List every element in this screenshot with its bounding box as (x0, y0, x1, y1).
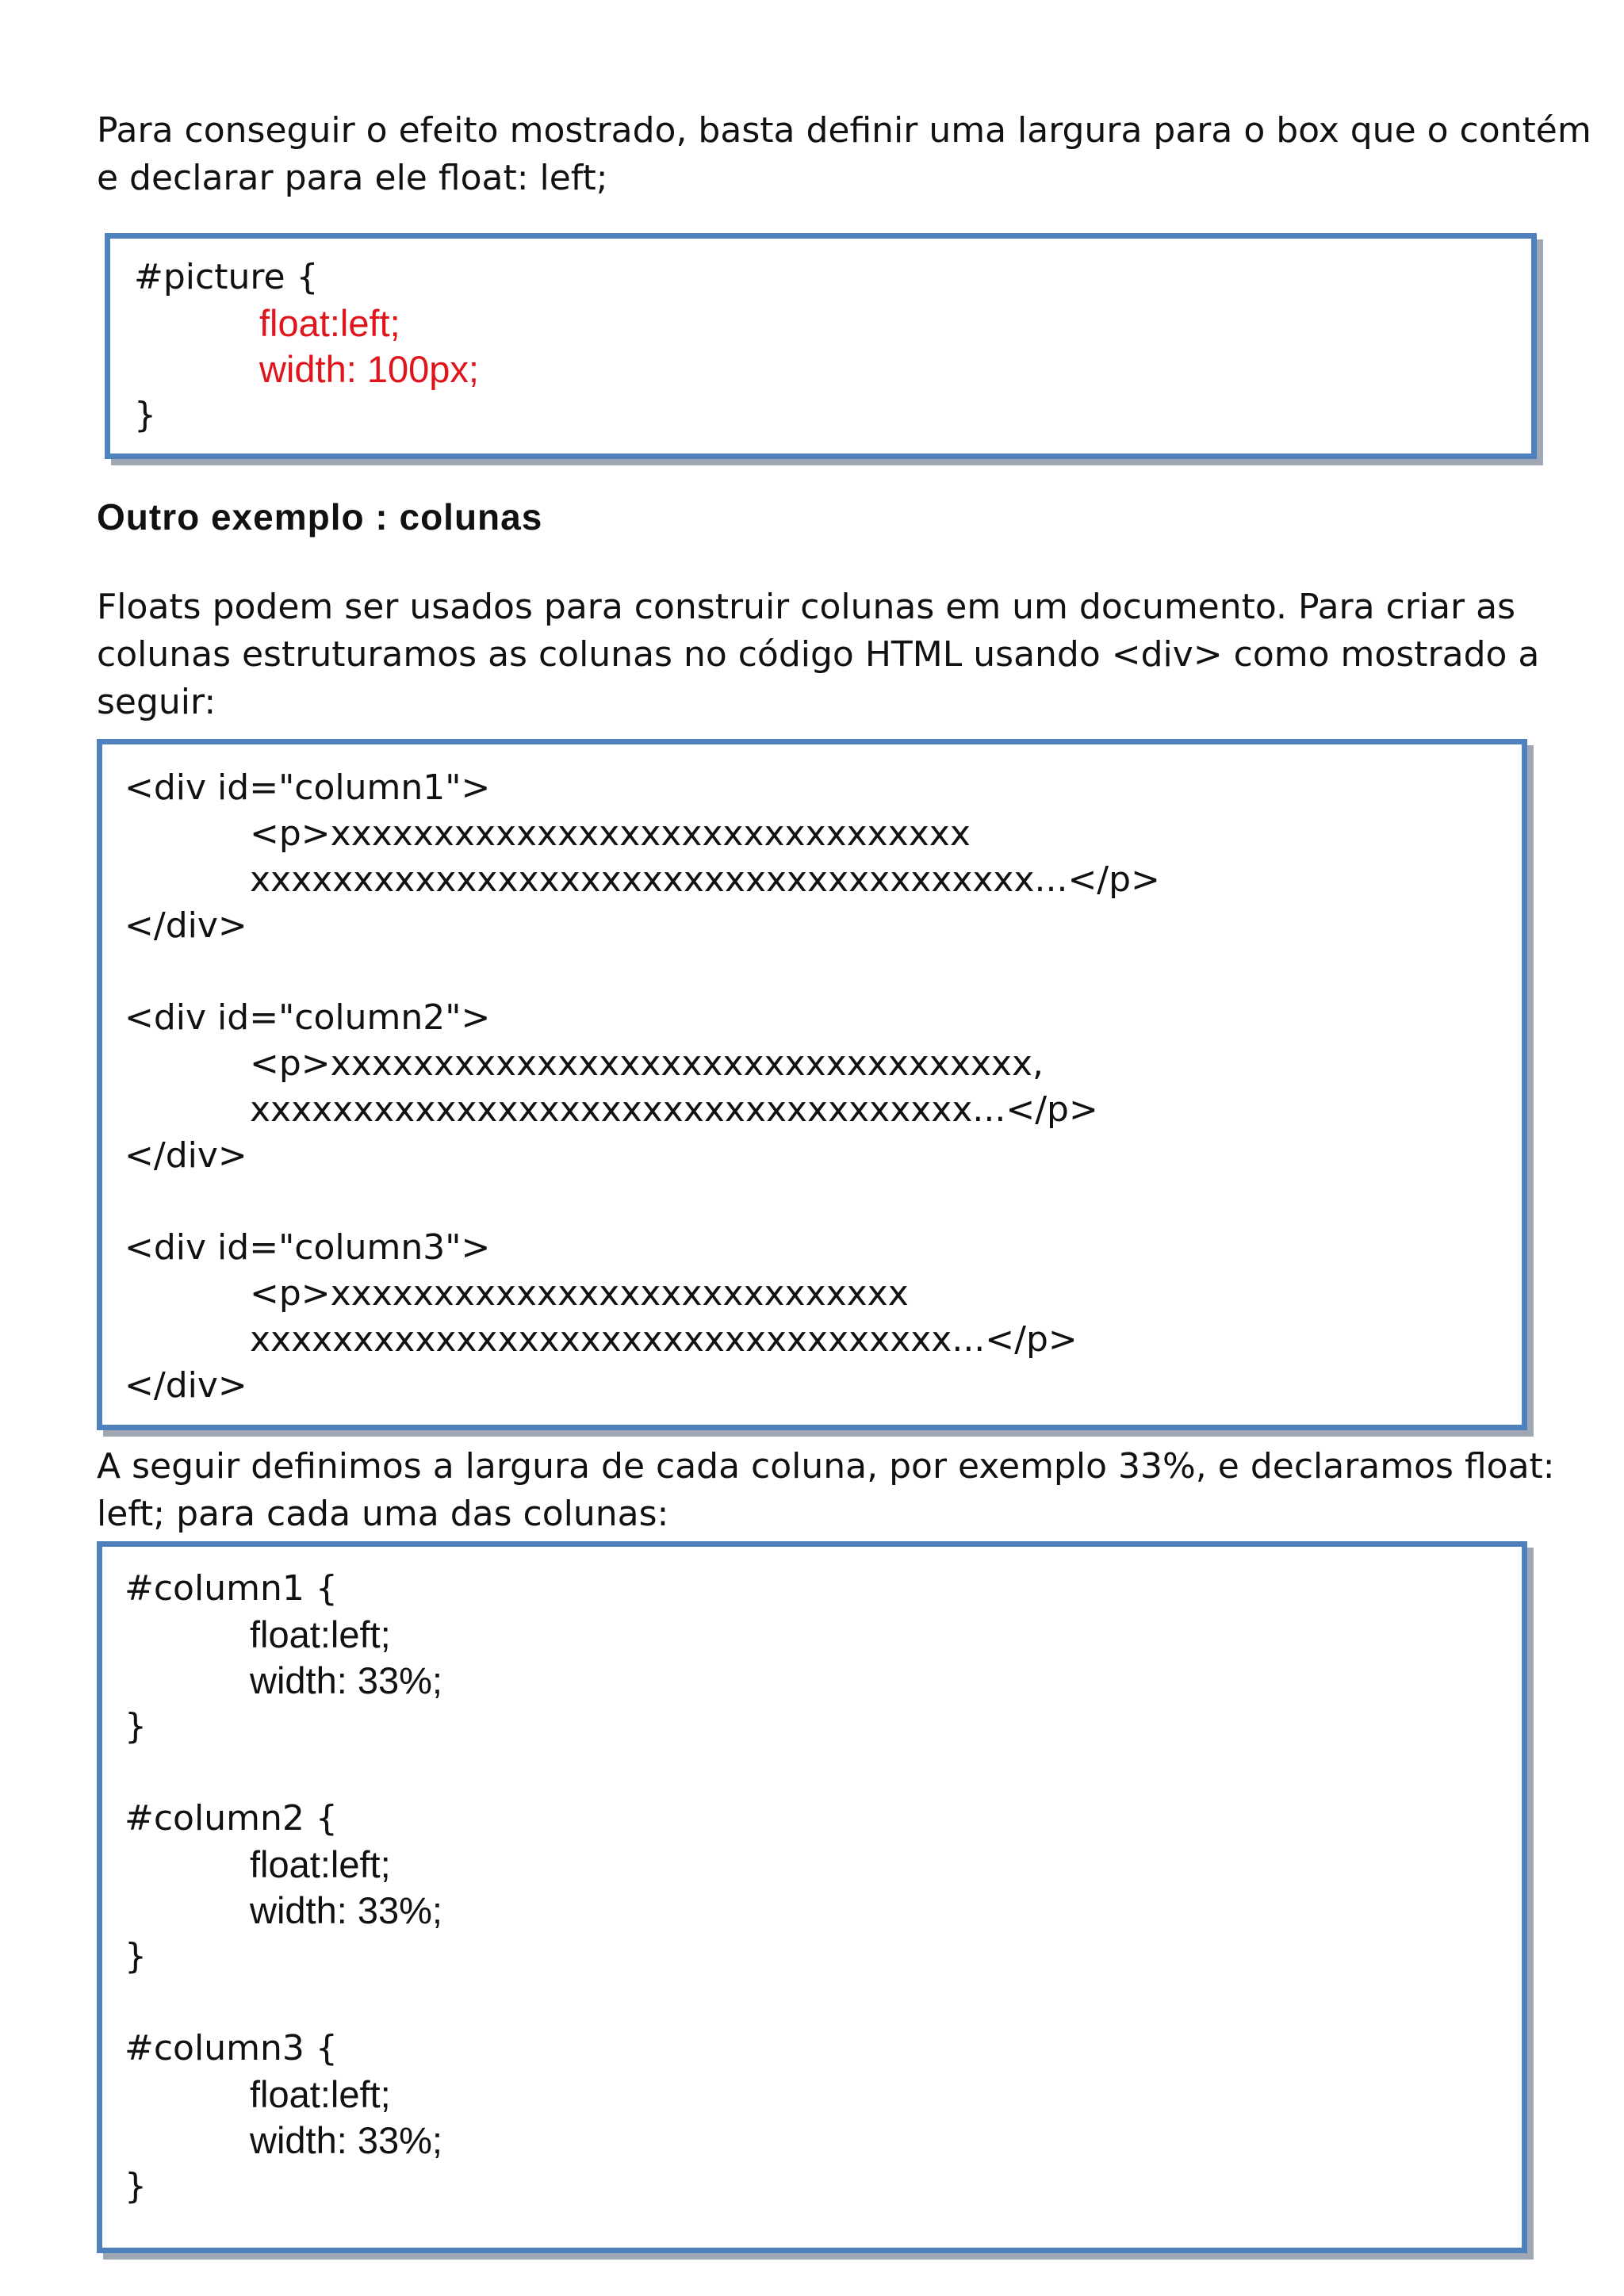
columns-line-1: A seguir definimos a largura de cada coluna, por exemplo 33%, e declaramos float: (97, 1446, 1555, 1487)
code-line-col1-width: width: 33%; (250, 1659, 442, 1701)
code-line-col3-width: width: 33%; (250, 2119, 442, 2161)
code-line-col2-p2: xxxxxxxxxxxxxxxxxxxxxxxxxxxxxxxxxxx...</p> (250, 1089, 1098, 1130)
code-line-col3-close: } (124, 2166, 147, 2206)
code-line-col1-p2: xxxxxxxxxxxxxxxxxxxxxxxxxxxxxxxxxxxxxx...</p> (250, 859, 1160, 900)
code-line-blank (124, 949, 1522, 995)
code-line-float: float:left; (259, 302, 400, 344)
code-line-col2-selector: #column2 { (124, 1798, 338, 1839)
code-picture (134, 254, 1531, 438)
columns-line-2: left; para cada uma das colunas: (97, 1494, 669, 1534)
code-line-col2-float: float:left; (250, 1843, 391, 1885)
code-line-selector: #picture { (134, 257, 319, 297)
code-line-width: width: 100px; (259, 348, 479, 390)
code-line-col1-close: } (124, 1706, 147, 1747)
code-line-col3-p1: <p>xxxxxxxxxxxxxxxxxxxxxxxxxxxx (250, 1273, 909, 1314)
code-line-blank (124, 1750, 1522, 1796)
code-box-css (97, 1541, 1527, 2253)
code-line-col3-close: </div> (124, 1365, 247, 1406)
code-line-col1-float: float:left; (250, 1613, 391, 1655)
code-line-col1-open: <div id="column1"> (124, 767, 491, 808)
intro-line-1: Para conseguir o efeito mostrado, basta definir uma largura para o box que o contém (97, 110, 1591, 151)
code-html (124, 765, 1522, 1409)
code-line-col1-selector: #column1 { (124, 1568, 338, 1609)
code-line-col3-selector: #column3 { (124, 2028, 338, 2068)
code-line-col2-width: width: 33%; (250, 1889, 442, 1931)
floats-line-1: Floats podem ser usados para construir colunas em um documento. Para criar as (97, 587, 1516, 627)
code-line-col3-p2: xxxxxxxxxxxxxxxxxxxxxxxxxxxxxxxxxx...</p> (250, 1319, 1078, 1360)
intro-line-2: e declarar para ele float: left; (97, 158, 608, 198)
floats-paragraph (97, 584, 1572, 726)
floats-line-2: colunas estruturamos as colunas no código HTML usando <div> como mostrado a (97, 634, 1540, 675)
code-box-html (97, 739, 1527, 1430)
code-line-close: } (134, 395, 156, 435)
code-line-col3-open: <div id="column3"> (124, 1227, 491, 1268)
intro-paragraph (97, 107, 1591, 202)
code-line-col1-p1: <p>xxxxxxxxxxxxxxxxxxxxxxxxxxxxxxx (250, 813, 971, 854)
code-box-picture (105, 233, 1537, 459)
code-line-col2-p1: <p>xxxxxxxxxxxxxxxxxxxxxxxxxxxxxxxxxx, (250, 1043, 1044, 1084)
code-line-col3-float: float:left; (250, 2073, 391, 2115)
code-line-col2-close: </div> (124, 1135, 247, 1176)
columns-paragraph (97, 1443, 1572, 1538)
floats-line-3: seguir: (97, 682, 216, 722)
code-line-col2-close: } (124, 1936, 147, 1976)
code-line-blank (124, 1980, 1522, 2026)
code-css (124, 1566, 1522, 2210)
code-line-col1-close: </div> (124, 905, 247, 946)
code-line-blank (124, 1179, 1522, 1225)
code-line-col2-open: <div id="column2"> (124, 997, 491, 1038)
section-heading: Outro exemplo : colunas (97, 496, 543, 538)
